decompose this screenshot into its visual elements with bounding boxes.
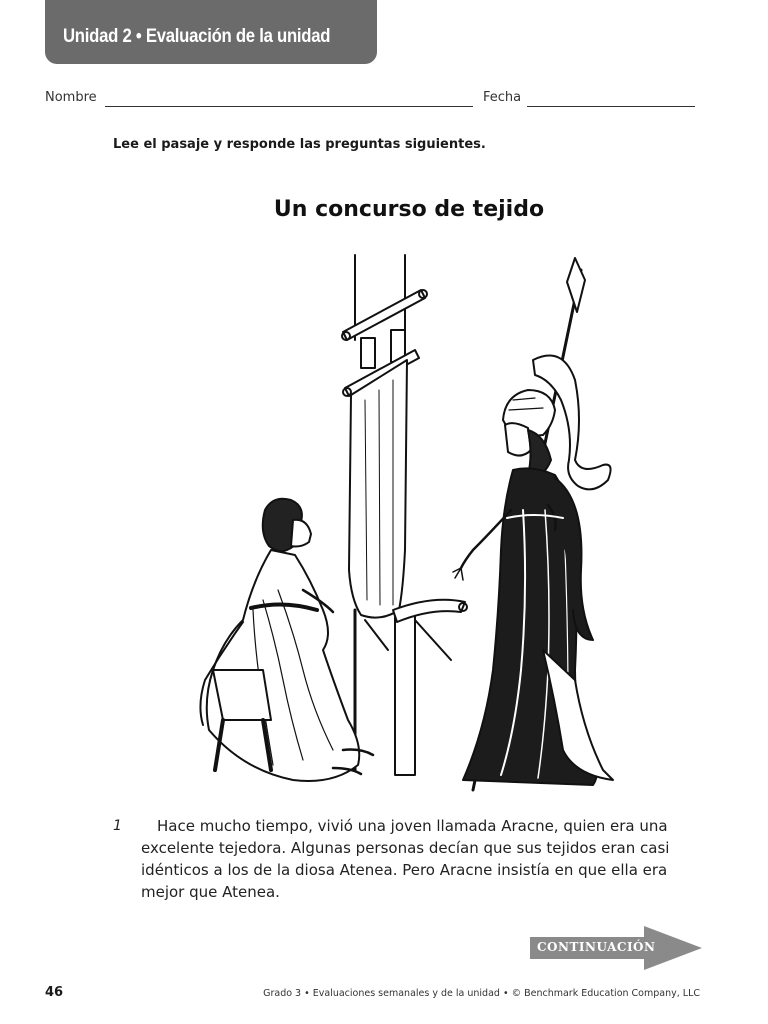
arachne-figure	[200, 499, 373, 781]
unit-header-tab	[45, 0, 377, 64]
name-field[interactable]	[105, 106, 473, 107]
loom-illustration	[183, 250, 631, 795]
passage-paragraph: Hace mucho tiempo, vivió una joven llamada Aracne, quien era una excelente tejedora. Algunas personas decían que sus tejidos eran casi idénticos a los de la diosa Atenea. Pero Aracne insistía en que ella era mejor que Atenea.	[141, 817, 670, 901]
footer-credits: Grado 3 • Evaluaciones semanales y de la unidad • © Benchmark Education Company, LLC	[263, 988, 700, 999]
paragraph-number: 1	[113, 818, 122, 834]
name-date-row	[45, 90, 695, 108]
continue-label: CONTINUACIÓN	[537, 940, 656, 954]
continue-arrow	[530, 926, 702, 970]
name-label: Nombre	[45, 90, 97, 105]
unit-title: Unidad 2 • Evaluación de la unidad	[63, 26, 331, 47]
passage-title: Un concurso de tejido	[273, 197, 545, 222]
date-field[interactable]	[527, 106, 695, 107]
athena-figure	[453, 258, 613, 790]
instructions: Lee el pasaje y responde las preguntas siguientes.	[113, 137, 486, 152]
page-number: 46	[45, 985, 64, 1000]
date-label: Fecha	[483, 90, 522, 105]
